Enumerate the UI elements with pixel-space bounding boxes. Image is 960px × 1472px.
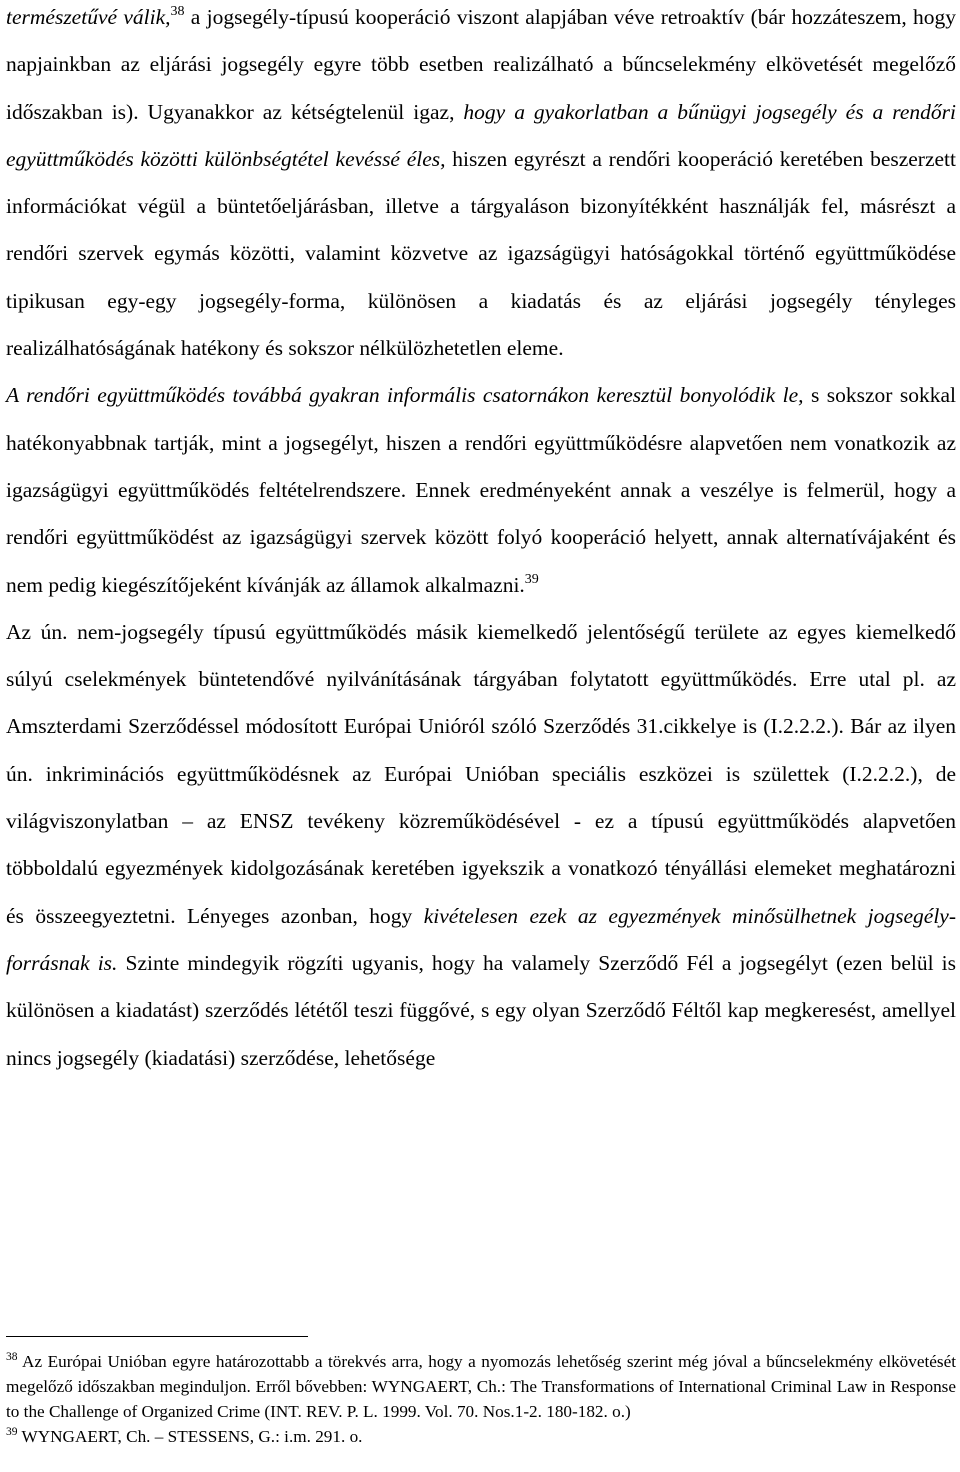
italic-phrase: természetűvé válik, [6, 5, 171, 29]
footnote-text: WYNGAERT, Ch. – STESSENS, G.: i.m. 291. o. [17, 1427, 363, 1446]
italic-phrase: A rendőri együttműködés továbbá gyakran informális csatornákon keresztül bonyolódik le, [6, 383, 804, 408]
italic-phrase: kivételesen ezek az egyezmények minősülhetnek jogsegély-forrásnak is. [6, 903, 956, 975]
paragraph-text: Az ún. nem-jogsegély típusú együttműködés másik kiemelkedő jelentőségű területe az egyes kiemelkedő súlyú cselekmények büntetendővé nyilvánításának tárgyában folytatott együttműködés. Erre utal pl. az Amszterdami Szerződéssel módosított Európai Unióról szóló Szerződés 31.cikkelye is (I.2.2.2.). Bár az ilyen ún. inkriminációs együttműködésnek az Európai Unióban speciális eszközei is születtek (I.2.2.2.), de világviszonylatban – az ENSZ tevékeny közreműködésével - ez a típusú együttműködés alapvetően többoldalú egyezmények kidolgozásának keretében igyekszik a vonatkozó tényállási elemeket meghatározni és összeegyeztetni. Lényeges azonban, hogy [6, 619, 956, 928]
body-paragraph-1 [6, 0, 956, 372]
footnotes-section [6, 1336, 956, 1449]
footnote-ref-38[interactable]: 38 [170, 4, 185, 19]
footnote-number: 39 [6, 1426, 18, 1438]
italic-phrase: hogy a gyakorlatban a bűnügyi jogsegély és a rendőri együttműködés közötti különbségtétel kevéssé éles, [6, 99, 956, 171]
paragraph-text: hiszen egyrészt a rendőri kooperáció keretében beszerzett információkat végül a büntetőeljárásban, illetve a tárgyaláson bizonyítékként használják fel, másrészt a rendőri szervek egymás közötti, valamint közvetve az igazságügyi hatóságokkal történő együttműködése tipikusan egy-egy jogsegély-forma, különösen a kiadatás és az eljárási jogsegély tényleges realizálhatóságának hatékony és sokszor nélkülözhetetlen eleme. [6, 146, 957, 361]
footnote-text: Az Európai Unióban egyre határozottabb a törekvés arra, hogy a nyomozás lehetőség szerint még jóval a bűncselekmény elkövetését megelőző időszakban meginduljon. Erről bővebben: WYNGAERT, Ch.: The Transformations of International Criminal Law in Response to the Challenge of Organized Crime (INT. REV. P. L. 1999. Vol. 70. Nos.1-2. 180-182. o.) [6, 1352, 956, 1421]
body-paragraph-2 [6, 372, 956, 608]
body-paragraph-3 [6, 609, 956, 1082]
footnote-separator [6, 1336, 308, 1337]
paragraph-text: a jogsegély-típusú kooperáció viszont alapjában véve retroaktív (bár hozzáteszem, hogy napjainkban az eljárási jogsegély egyre több esetben realizálható a bűncselekmény elkövetését megelőző időszakban is). Ugyanakkor az kétségtelenül igaz, [6, 5, 956, 124]
paragraph-text: Szinte mindegyik rögzíti ugyanis, hogy ha valamely Szerződő Fél a jogsegélyt (ezen belül is különösen a kiadatást) szerződés lététől teszi függővé, s egy olyan Szerződő Féltől kap megkeresést, amellyel nincs jogsegély (kiadatási) szerződése, lehetősége [6, 950, 956, 1070]
footnote-38 [6, 1349, 956, 1424]
footnote-number: 38 [6, 1351, 18, 1363]
paragraph-text: s sokszor sokkal hatékonyabbnak tartják, mint a jogsegélyt, hiszen a rendőri együttműködésre alapvetően nem vonatkozik az igazságügyi együttműködés feltételrendszere. Ennek eredményeként annak a veszélye is felmerül, hogy a rendőri együttműködést az igazságügyi szervek között folyó kooperáció helyett, annak alternatívájaként és nem pedig kiegészítőjeként kívánják az államok alkalmazni. [6, 383, 956, 597]
footnote-ref-39[interactable]: 39 [524, 571, 539, 587]
footnote-39 [6, 1424, 956, 1449]
